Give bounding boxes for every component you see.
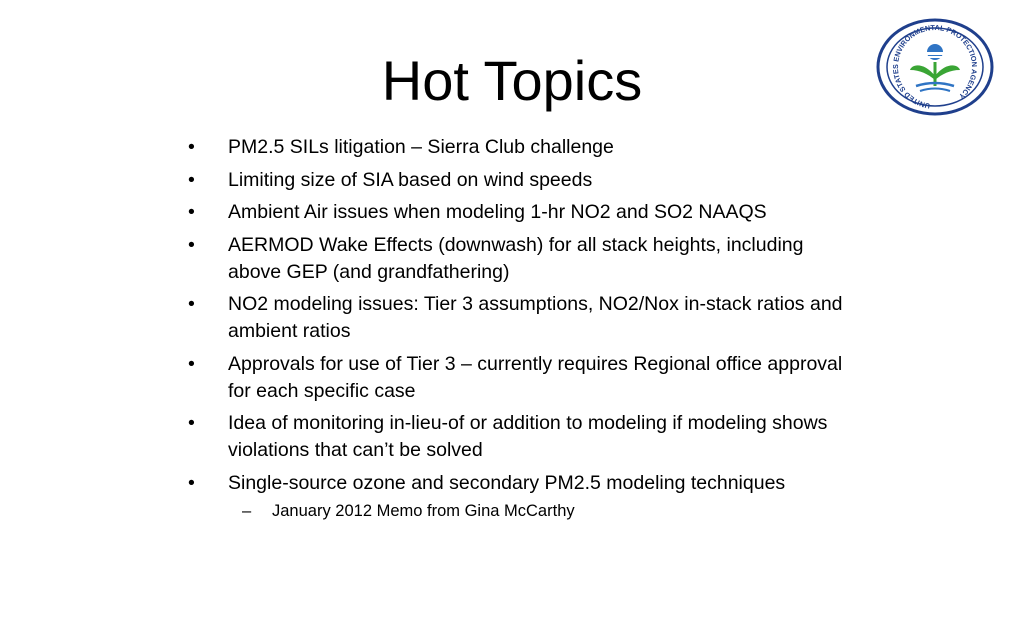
bullet-marker: • — [188, 136, 195, 158]
list-item — [188, 232, 848, 286]
bullet-marker: • — [188, 233, 195, 256]
bullet-text: Idea of monitoring in-lieu-of or addition to modeling if modeling shows violations that can’t be solved — [228, 412, 828, 461]
bullet-text: PM2.5 SILs litigation – Sierra Club challenge — [228, 136, 614, 158]
bullet-marker: • — [188, 352, 195, 375]
slide-title: Hot Topics — [381, 49, 643, 112]
bullet-marker: • — [188, 293, 195, 315]
list-item — [188, 199, 848, 226]
list-item — [188, 410, 848, 464]
bullet-text: Single-source ozone and secondary PM2.5 modeling techniques — [228, 471, 786, 494]
bullet-text: Ambient Air issues when modeling 1-hr NO2 and SO2 NAAQS — [228, 201, 767, 223]
bullet-list — [188, 134, 848, 527]
sub-list-item — [228, 500, 848, 522]
bullet-marker: • — [188, 201, 195, 223]
logo-ring-text: UNITED STATES ENVIRONMENTAL PROTECTION AGENCY — [890, 22, 980, 111]
list-item — [188, 351, 848, 405]
bullet-marker: • — [188, 412, 195, 434]
bullet-text: AERMOD Wake Effects (downwash) for all stack heights, including above GEP (and grandfathering) — [228, 233, 804, 283]
list-item — [188, 470, 848, 522]
bullet-marker: • — [188, 471, 195, 494]
bullet-text: NO2 modeling issues: Tier 3 assumptions, NO2/Nox in-stack ratios and ambient ratios — [228, 293, 843, 342]
bullet-text: Approvals for use of Tier 3 – currently requires Regional office approval for each specific case — [228, 352, 843, 402]
bullet-marker: • — [188, 168, 195, 191]
list-item — [188, 134, 848, 161]
list-item — [188, 167, 848, 194]
sub-bullet-marker: – — [242, 501, 252, 520]
sub-bullet-list — [228, 500, 848, 522]
epa-seal-icon — [876, 18, 994, 116]
list-item — [188, 291, 848, 345]
bullet-text: Limiting size of SIA based on wind speeds — [228, 168, 593, 191]
sub-bullet-text: January 2012 Memo from Gina McCarthy — [272, 501, 575, 520]
